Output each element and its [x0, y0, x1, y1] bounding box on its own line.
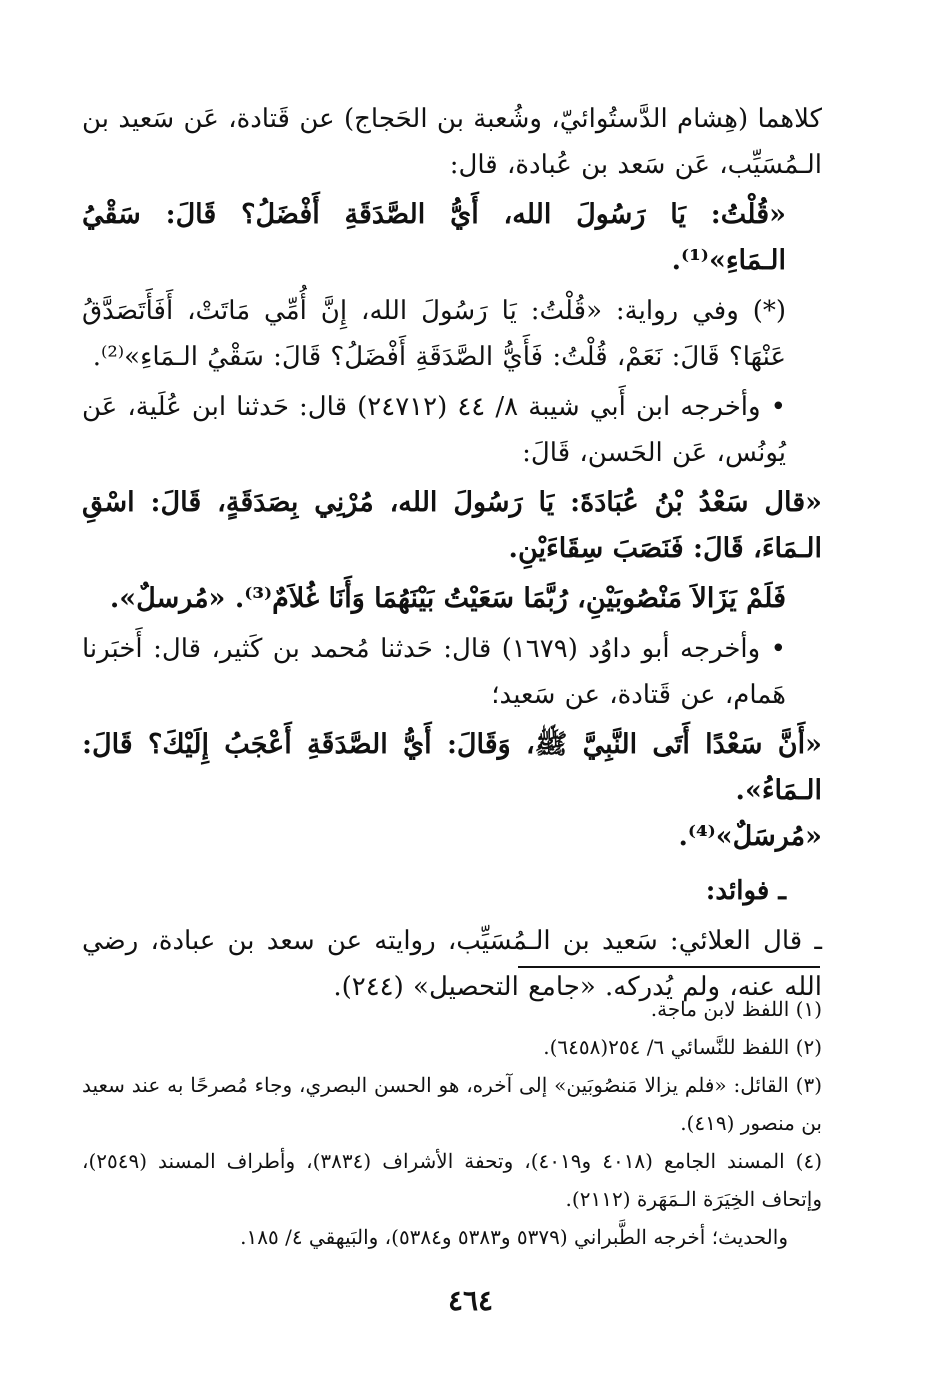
hadith-quote-4-mursal: «مُرسَلٌ»⁽⁴⁾. [678, 821, 822, 852]
paragraph-abu-dawud: • وأخرجه أبو داوُد (١٦٧٩) قال: حَدثنا مُحمد بن كَثير، قال: أَخبَرنا هَمام، عن قَتادة، عن سَعيد؛ [82, 634, 786, 710]
paragraph-variant: (*) وفي رواية: «قُلْتُ: يَا رَسُولَ الله، إِنَّ أُمِّي مَاتَتْ، أَفَأَتَصَدَّقُ عَنْهَا؟ قَالَ: نَعَمْ، قُلْتُ: فَأَيُّ الصَّدَقَةِ أَفْضَلُ؟ قَالَ: سَقْيُ الـمَاءِ»⁽²⁾. [82, 296, 786, 372]
main-text [82, 96, 822, 1010]
footnote-4: (٤) المسند الجامع (٤٠١٨ و٤٠١٩)، وتحفة الأشراف (٣٨٣٤)، وأطراف المسند (٢٥٤٩)، وإتحاف الخِيَرَة الـمَهَرة (٢١١٢). [82, 1149, 823, 1211]
benefits-heading: ـ فوائد: [705, 876, 786, 906]
footnote-3: (٣) القائل: «فلم يزالا مَنصُوبَين» إلى آخره، هو الحسن البصري، وجاء مُصرحًا به عند سعيد بن منصور (٤١٩). [82, 1073, 822, 1135]
hadith-quote-3: فَلَمْ يَزَالاَ مَنْصُوبَيْنِ، رُبَّمَا سَعَيْتُ بَيْنَهُمَا وَأَنَا غُلاَمٌ⁽³⁾. «مُرسلٌ». [109, 583, 786, 614]
footnotes [82, 990, 822, 1256]
footnote-4-continuation: والحديث؛ أخرجه الطَّبراني (٥٣٧٩ و٥٣٨٣ و٥٣٨٤)، والبَيهقي ٤/ ١٨٥. [240, 1225, 788, 1249]
paragraph-ibn-abi-shayba: • وأخرجه ابن أَبي شيبة ٨/ ٤٤ (٢٤٧١٢) قال: حَدثنا ابن عُلَية، عَن يُونُس، عَن الحَسن، قَالَ: [82, 392, 786, 468]
footnote-2: (٢) اللفظ للنَّسائي ٦/ ٢٥٤(٦٤٥٨). [543, 1035, 822, 1059]
hadith-quote-1: «قُلْتُ: يَا رَسُولَ الله، أَيُّ الصَّدَقَةِ أَفْضَلُ؟ قَالَ: سَقْيُ الـمَاءِ»⁽¹⁾. [82, 199, 786, 276]
footnote-divider [518, 966, 820, 968]
hadith-quote-4: «أَنَّ سَعْدًا أَتَى النَّبِيَّ ﷺ، وَقَالَ: أَيُّ الصَّدَقَةِ أَعْجَبُ إِلَيْكَ؟ قَالَ: الـمَاءُ». [82, 729, 822, 806]
hadith-quote-2: «قال سَعْدُ بْنُ عُبَادَةَ: يَا رَسُولَ الله، مُرْنِي بِصَدَقَةٍ، قَالَ: اسْقِ الـمَاءَ، قَالَ: فَنَصَبَ سِقَاءَيْنِ. [82, 487, 822, 564]
page-number: ٤٦٤ [447, 1284, 494, 1317]
paragraph-alaai: ـ قال العلائي: سَعيد بن الـمُسَيِّب، روايته عن سعد بن عبادة، رضي الله عنه، ولم يُدركه. «جامع التحصيل» (٢٤٤). [82, 926, 822, 1002]
paragraph-chain: كلاهما (هِشام الدَّستُوائيّ، وشُعبة بن الحَجاج) عن قَتادة، عَن سَعيد بن الـمُسَيِّب، عَن سَعد بن عُبادة، قال: [82, 104, 822, 180]
footnote-1: (١) اللفظ لابن ماجة. [650, 997, 822, 1021]
